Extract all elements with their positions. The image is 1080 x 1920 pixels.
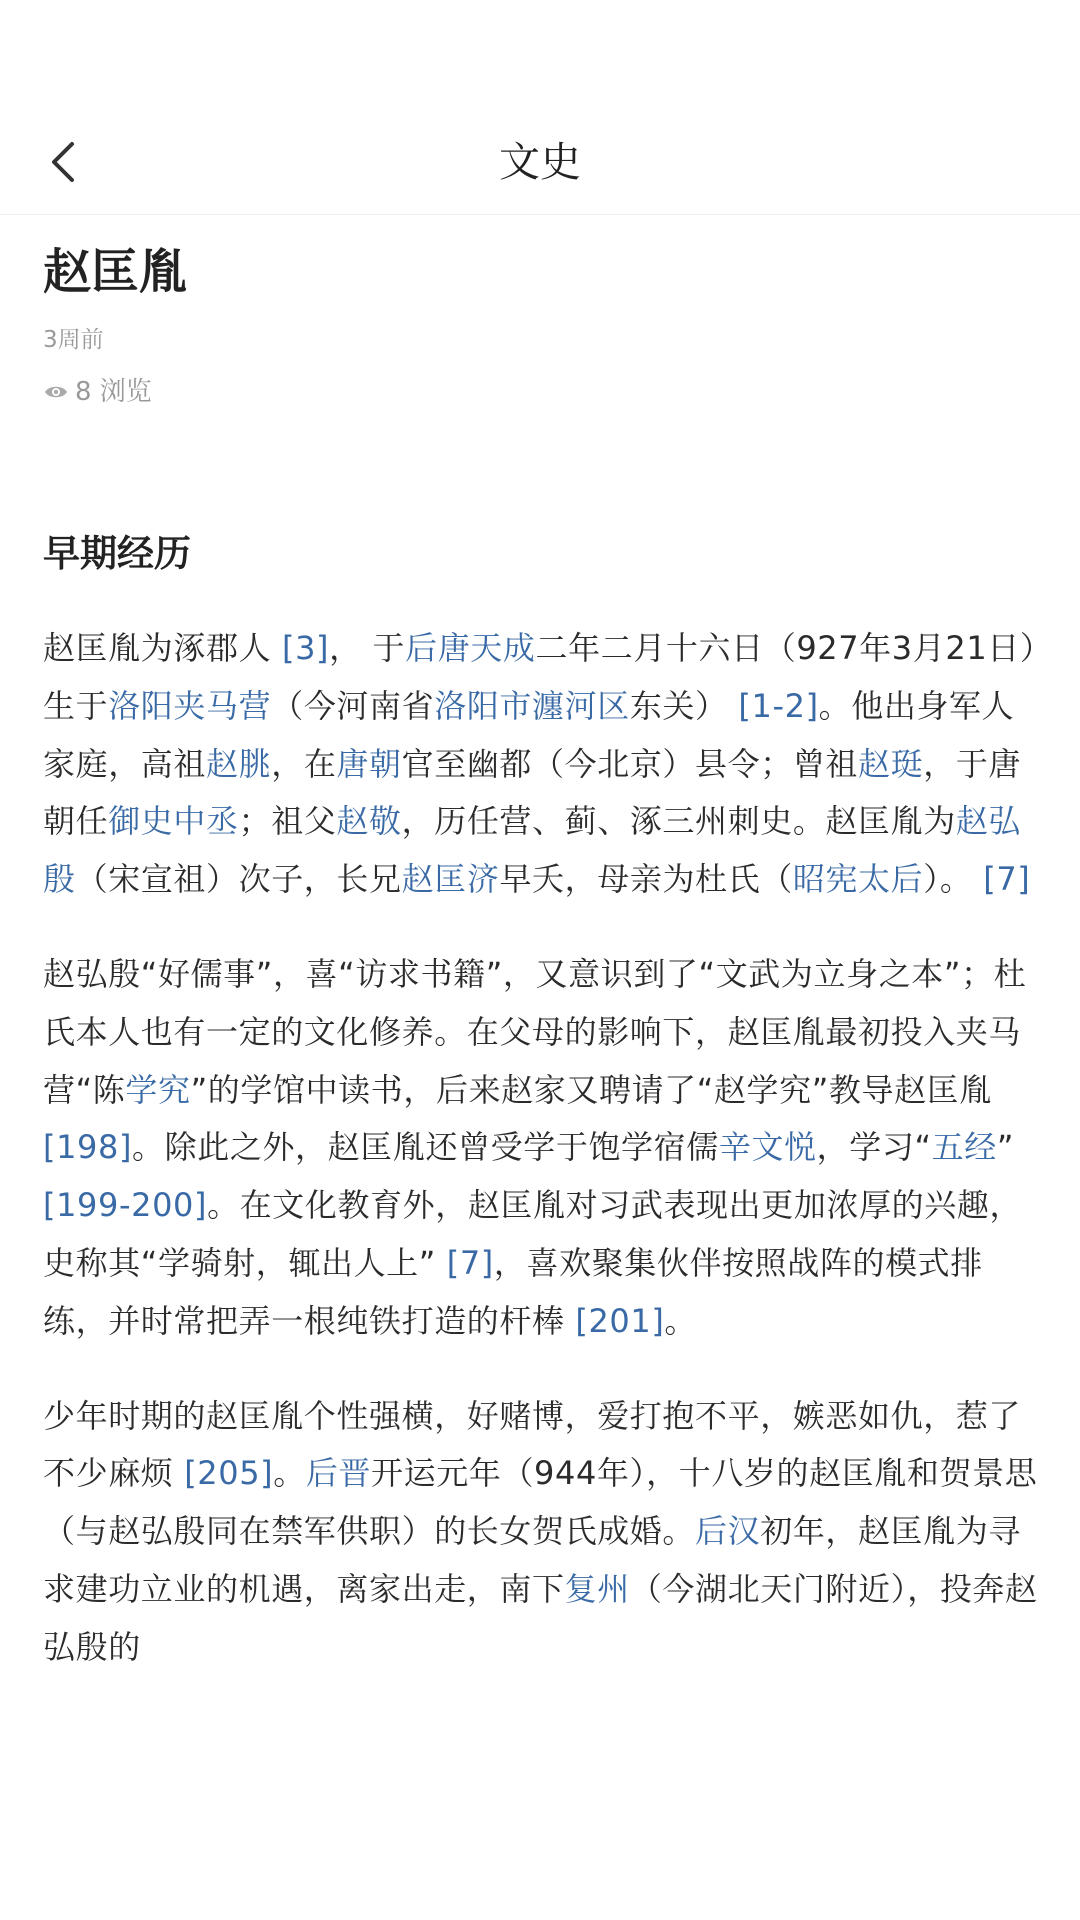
inline-link[interactable]: 复州	[564, 1569, 630, 1608]
article-title: 赵匡胤	[43, 244, 188, 300]
view-count-label: 8 浏览	[75, 377, 152, 407]
paragraph-text: 。除此之外，赵匡胤还曾受学于饱学宿儒	[132, 1128, 719, 1167]
paragraph-text: 东关）	[629, 686, 739, 725]
paragraph-text: ，学习“	[816, 1128, 932, 1167]
inline-link[interactable]: 后晋	[305, 1454, 372, 1493]
paragraph-text: ， 于	[329, 629, 406, 667]
paragraph-text: 早夭，母亲为杜氏（	[499, 860, 793, 899]
paragraph-text: ）。	[923, 860, 984, 899]
page-title: 文史	[499, 138, 581, 186]
paragraph-text: 赵弘殷“好儒事”，喜“访求书籍”，又意识到了“文武为立身之本”；杜氏本人也有一定的文化修养。在父母的影响下，赵匡胤最初投入夹马营“陈	[43, 954, 1027, 1109]
article-timestamp: 3周前	[43, 327, 104, 353]
view-count	[43, 374, 1037, 410]
citation-link[interactable]: [198]	[43, 1128, 133, 1167]
paragraph-3	[43, 1388, 1043, 1677]
inline-link[interactable]: 洛阳市瀍河区	[434, 686, 630, 725]
article-header	[43, 238, 1037, 410]
citation-link[interactable]: [3]	[281, 629, 330, 667]
paragraph-text: 初年，赵匡胤为寻求建功立业的机遇，离家出走，南下	[43, 1512, 1022, 1608]
paragraph-text: 。	[664, 1301, 698, 1340]
paragraph-text: ，于唐朝任	[43, 744, 1022, 841]
paragraph-text: ；祖父	[238, 802, 337, 841]
paragraph-text: 。在文化教育外，赵匡胤对习武表现出更加浓厚的兴趣，史称其“学骑射，辄出人上”	[43, 1186, 1023, 1282]
paragraph-text: （今河南省	[271, 686, 435, 725]
paragraph-text: ，喜欢聚集伙伴按照战阵的模式排练，并时常把弄一根纯铁打造的杆棒	[43, 1243, 983, 1340]
inline-link[interactable]: 后唐天成	[405, 629, 536, 667]
paragraph-1	[43, 620, 1043, 909]
paragraph-text: 开运元年（944年），十八岁的赵匡胤和贺景思（与赵弘殷同在禁军供职）的长女贺氏成婚。	[43, 1454, 1038, 1551]
paragraph-text: （今湖北天门附近），投奔赵弘殷的	[43, 1569, 1038, 1666]
citation-link[interactable]: [7]	[446, 1243, 494, 1282]
inline-link[interactable]: 赵珽	[858, 744, 924, 783]
inline-link[interactable]: 学究	[125, 1070, 191, 1109]
inline-link[interactable]: 五经	[931, 1128, 997, 1167]
nav-bar	[0, 110, 1080, 215]
citation-link[interactable]: [1-2]	[738, 686, 819, 725]
paragraph-text: 赵匡胤为涿郡人	[43, 629, 282, 667]
paragraph-2	[43, 946, 1043, 1351]
paragraph-text: 二年二月十六日（927年3月21日）生于	[43, 629, 1037, 725]
inline-link[interactable]: 赵敬	[336, 802, 402, 841]
inline-link[interactable]: 辛文悦	[718, 1128, 817, 1167]
section-heading: 早期经历	[43, 532, 191, 575]
paragraph-text: ，在	[271, 744, 337, 783]
paragraph-text: 。	[273, 1454, 306, 1493]
paragraph-text: ，历任营、蓟、涿三州刺史。赵匡胤为	[401, 802, 956, 841]
paragraph-text: （宋宣祖）次子，长兄	[75, 860, 402, 899]
paragraph-text: 少年时期的赵匡胤个性强横，好赌博，爱打抱不平，嫉恶如仇，惹了不少麻烦	[43, 1396, 1022, 1493]
paragraph-text: ”	[996, 1128, 1015, 1167]
paragraph-text: 官至幽都（今北京）县令；曾祖	[401, 744, 859, 783]
article-content	[43, 524, 1043, 1714]
citation-link[interactable]: [205]	[184, 1454, 274, 1493]
citation-link[interactable]: [7]	[983, 860, 1031, 899]
inline-link[interactable]: 洛阳夹马营	[108, 686, 272, 725]
inline-link[interactable]: 御史中丞	[108, 802, 239, 841]
citation-link[interactable]: [201]	[575, 1301, 665, 1340]
paragraph-text: ”的学馆中读书，后来赵家又聘请了“赵学究”教导赵匡胤	[190, 1070, 992, 1109]
status-bar	[0, 0, 1080, 110]
paragraph-text: 。他出身军人家庭，高祖	[43, 686, 1015, 783]
inline-link[interactable]: 赵弘殷	[43, 802, 1022, 899]
inline-link[interactable]: 后汉	[695, 1512, 761, 1551]
inline-link[interactable]: 昭宪太后	[792, 860, 924, 899]
citation-link[interactable]: [199-200]	[43, 1186, 208, 1225]
eye-icon	[43, 379, 69, 405]
inline-link[interactable]: 唐朝	[336, 744, 402, 783]
inline-link[interactable]: 赵匡济	[401, 860, 500, 899]
inline-link[interactable]: 赵朓	[206, 744, 272, 783]
